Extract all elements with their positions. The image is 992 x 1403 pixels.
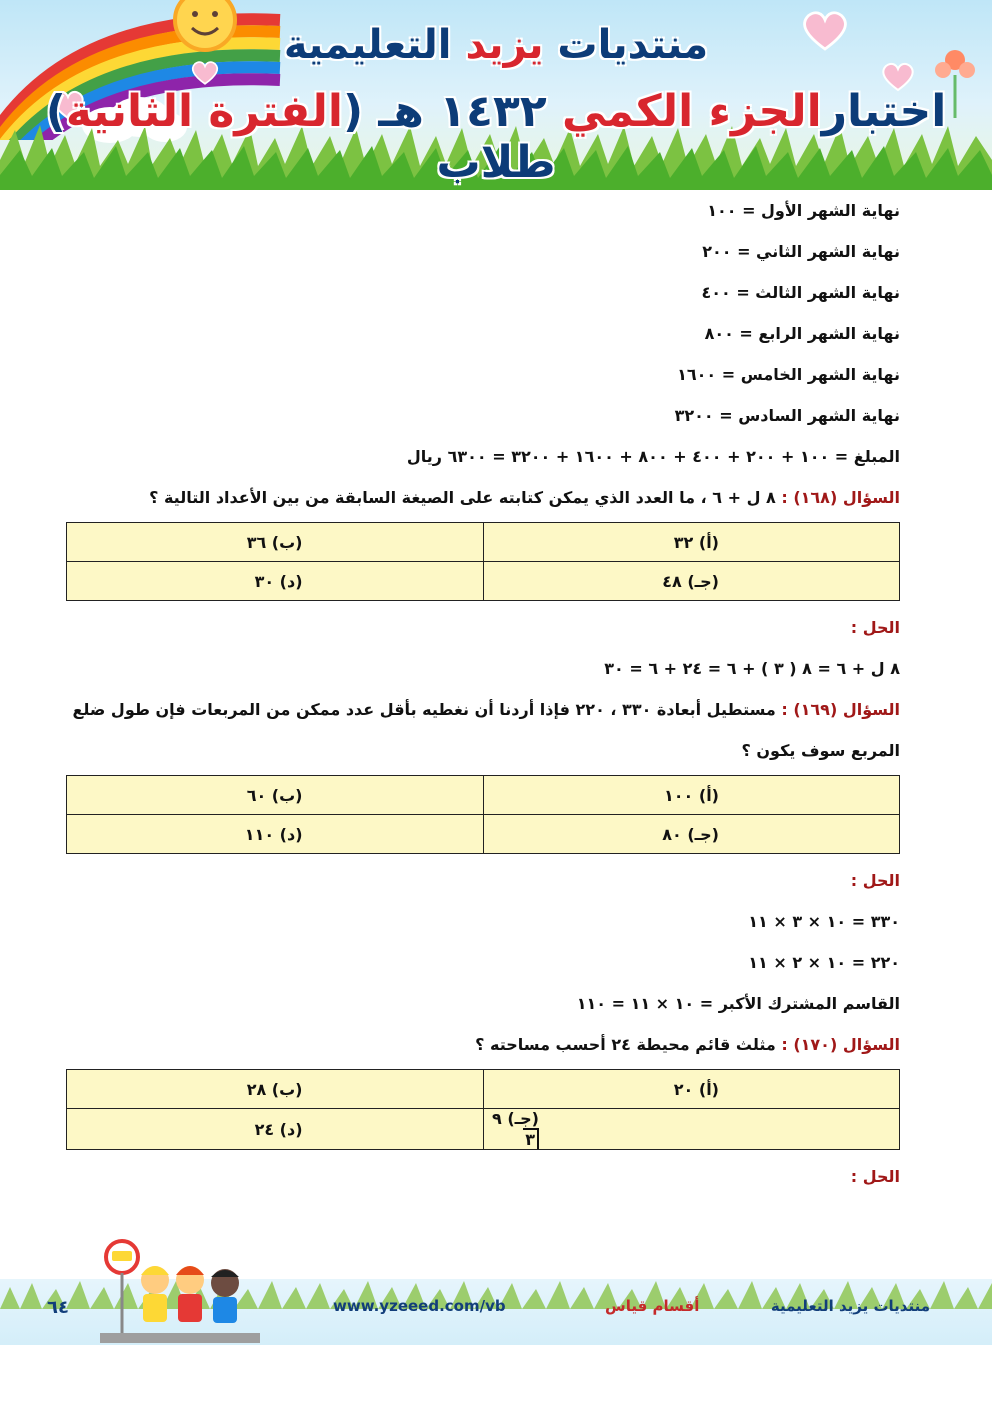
option-b[interactable]: (ب) ٣٦ bbox=[67, 523, 484, 562]
option-d[interactable]: (د) ٣٠ bbox=[67, 562, 484, 601]
option-b[interactable]: (ب) ٢٨ bbox=[67, 1070, 484, 1109]
option-b[interactable]: (ب) ٦٠ bbox=[67, 776, 484, 815]
solution-line: ٣٣٠ = ١٠ × ٣ × ١١ bbox=[748, 912, 900, 931]
option-c[interactable]: (جـ) ٤٨ bbox=[483, 562, 900, 601]
text-line: نهاية الشهر الأول = ١٠٠ bbox=[707, 201, 900, 220]
page-header bbox=[0, 0, 992, 190]
site-title-suffix: التعليمية bbox=[283, 22, 452, 68]
footer-site-name: منتديات يزيد التعليمية bbox=[770, 1297, 930, 1315]
question-170 bbox=[72, 1024, 900, 1065]
exam-title bbox=[0, 86, 992, 188]
solution-label: الحل : bbox=[850, 1167, 900, 1186]
text-line: نهاية الشهر الثاني = ٢٠٠ bbox=[702, 242, 900, 261]
site-title-name: يزيد bbox=[465, 22, 544, 68]
sqrt-symbol: ٣ bbox=[523, 1128, 539, 1149]
solution-line: ٢٢٠ = ١٠ × ٢ × ١١ bbox=[748, 953, 900, 972]
exam-title-end: ) طلاب bbox=[45, 86, 556, 188]
exam-title-part: الجزء الكمي bbox=[562, 86, 822, 137]
question-168 bbox=[72, 477, 900, 518]
solution-label: الحل : bbox=[850, 618, 900, 637]
exam-title-prefix: اختبار bbox=[821, 86, 947, 137]
text-line: نهاية الشهر الثالث = ٤٠٠ bbox=[701, 283, 900, 302]
question-label: السؤال (١٦٨) : bbox=[781, 488, 900, 507]
page-footer bbox=[0, 1235, 992, 1345]
question-169 bbox=[72, 689, 900, 771]
children-illustration bbox=[100, 1235, 260, 1345]
solution-line: القاسم المشترك الأكبر = ١٠ × ١١ = ١١٠ bbox=[576, 994, 900, 1013]
option-d[interactable]: (د) ٢٤ bbox=[67, 1109, 484, 1150]
option-a[interactable]: (أ) ٢٠ bbox=[483, 1070, 900, 1109]
text-line: نهاية الشهر الخامس = ١٦٠٠ bbox=[677, 365, 900, 384]
options-table-168 bbox=[66, 522, 900, 601]
options-table-169 bbox=[66, 775, 900, 854]
footer-url[interactable]: www.yzeeed.com/vb bbox=[333, 1297, 506, 1315]
text-line: نهاية الشهر الرابع = ٨٠٠ bbox=[704, 324, 900, 343]
option-c[interactable] bbox=[483, 1109, 900, 1150]
solution-line: ٨ ل + ٦ = ٨ ( ٣ ) + ٦ = ٢٤ + ٦ = ٣٠ bbox=[604, 659, 900, 678]
question-label: السؤال (١٦٩) : bbox=[781, 700, 900, 719]
option-c-prefix: (جـ) ٩ bbox=[492, 1109, 539, 1128]
question-label: السؤال (١٧٠) : bbox=[781, 1035, 900, 1054]
options-table-170 bbox=[66, 1069, 900, 1150]
option-a[interactable]: (أ) ٣٢ bbox=[483, 523, 900, 562]
question-text: مستطيل أبعادة ٣٣٠ ، ٢٢٠ فإذا أردنا أن نغطيه بأقل عدد ممكن من المربعات فإن طول ضلع المربع سوف يكون ؟ bbox=[72, 700, 900, 760]
solution-label: الحل : bbox=[850, 871, 900, 890]
total-line: المبلغ = ١٠٠ + ٢٠٠ + ٤٠٠ + ٨٠٠ + ١٦٠٠ + ٣٢٠٠ = ٦٣٠٠ ريال bbox=[406, 447, 900, 466]
page-content bbox=[72, 190, 900, 1197]
page-number: ٦٤ bbox=[47, 1297, 69, 1318]
question-text: ٨ ل + ٦ ، ما العدد الذي يمكن كتابته على الصيغة السابقة من بين الأعداد التالية ؟ bbox=[149, 488, 782, 507]
footer-section: أقسام قياس bbox=[605, 1297, 700, 1315]
option-a[interactable]: (أ) ١٠٠ bbox=[483, 776, 900, 815]
site-title-prefix: منتديات bbox=[557, 22, 709, 68]
exam-title-rest: ١٤٣٢ هـ ( bbox=[342, 86, 547, 137]
option-c[interactable]: (جـ) ٨٠ bbox=[483, 815, 900, 854]
site-title bbox=[0, 22, 992, 68]
option-d[interactable]: (د) ١١٠ bbox=[67, 815, 484, 854]
exam-title-period: الفترة الثانية bbox=[65, 86, 343, 137]
text-line: نهاية الشهر السادس = ٣٢٠٠ bbox=[674, 406, 900, 425]
question-text: مثلث قائم محيطة ٢٤ أحسب مساحته ؟ bbox=[475, 1035, 782, 1054]
